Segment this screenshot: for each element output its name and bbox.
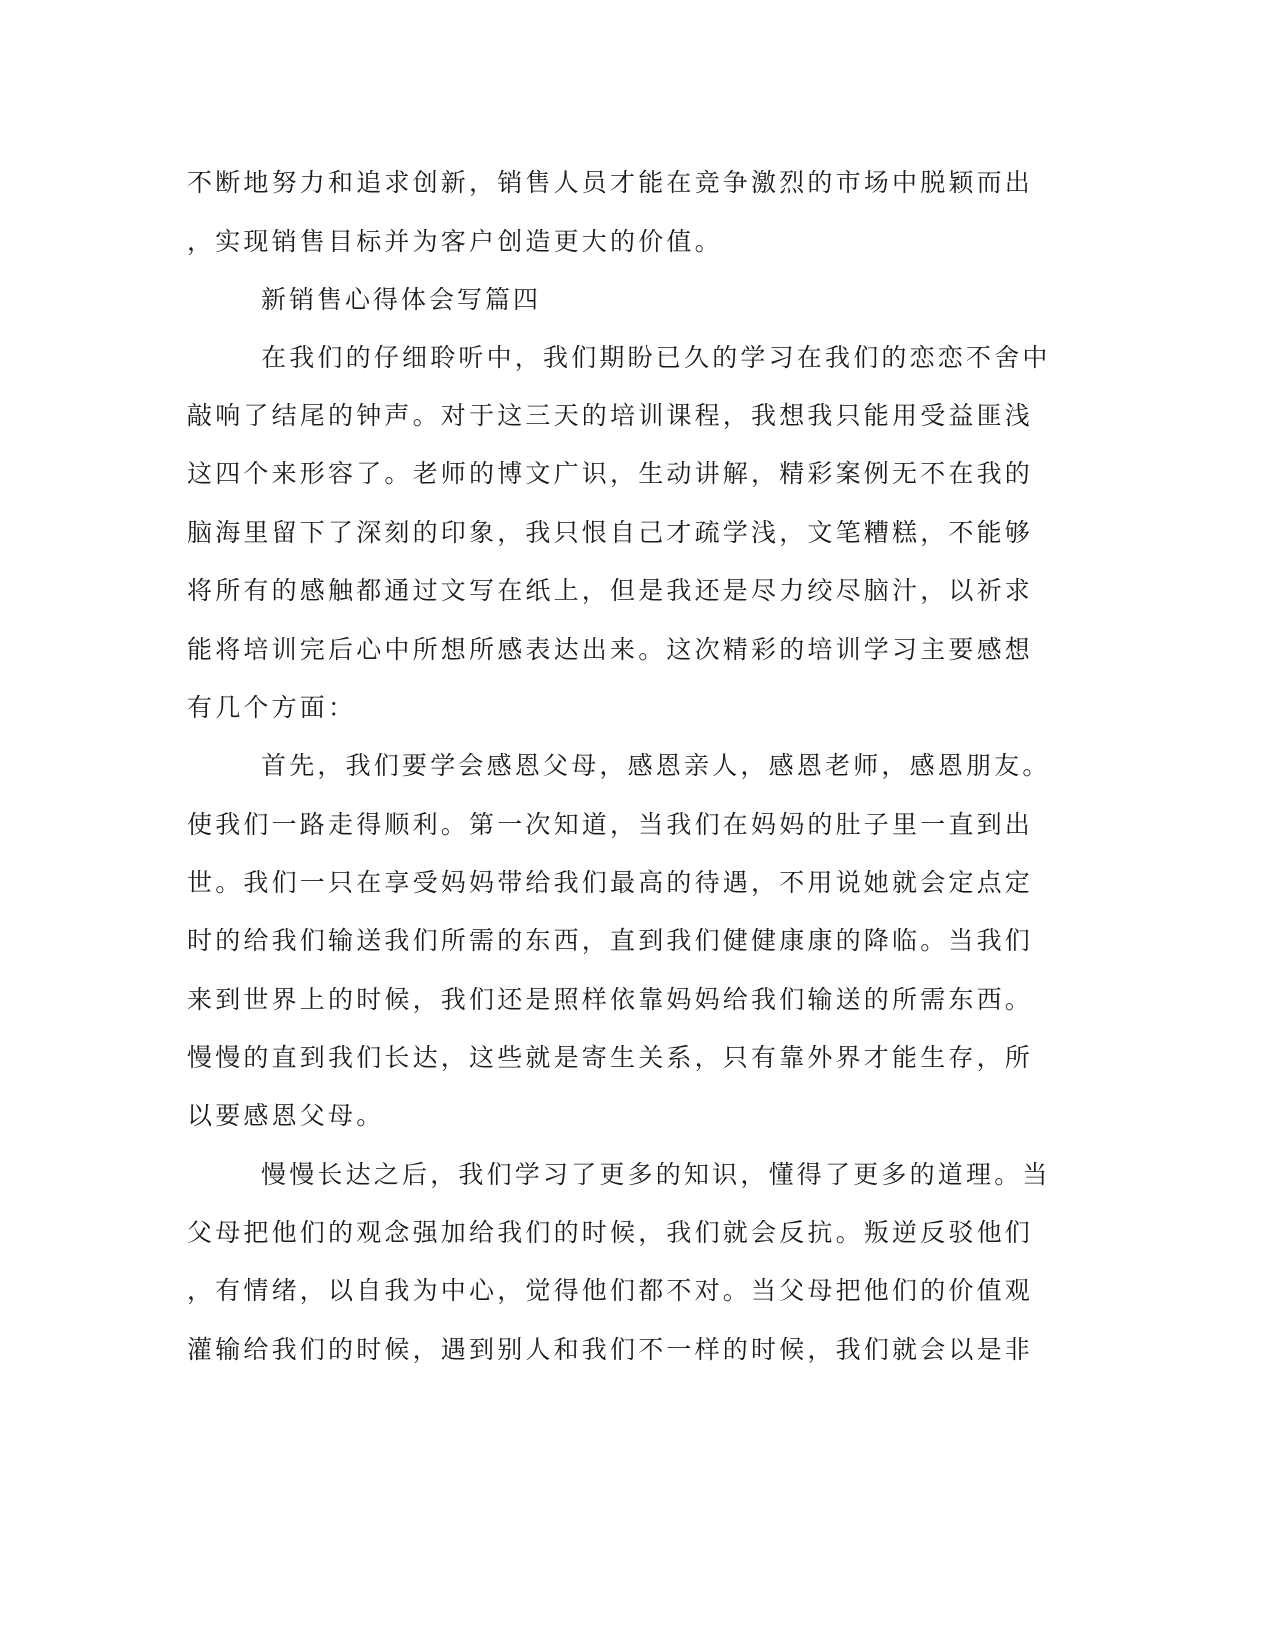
text-line: 世。我们一只在享受妈妈带给我们最高的待遇，不用说她就会定点定 (187, 868, 1034, 897)
text-line: ，有情绪，以自我为中心，觉得他们都不对。当父母把他们的价值观 (187, 1276, 1034, 1305)
section-heading: 新销售心得体会写篇四 (261, 285, 542, 314)
text-line: 来到世界上的时候，我们还是照样依靠妈妈给我们输送的所需东西。 (187, 985, 1034, 1014)
paragraph-first-line: 慢慢长达之后，我们学习了更多的知识，懂得了更多的道理。当 (261, 1160, 1051, 1189)
text-line: 脑海里留下了深刻的印象，我只恨自己才疏学浅，文笔糟糕，不能够 (187, 518, 1034, 547)
text-line: 父母把他们的观念强加给我们的时候，我们就会反抗。叛逆反驳他们 (187, 1218, 1034, 1247)
text-line: 有几个方面： (187, 693, 357, 722)
text-line: 以要感恩父母。 (187, 1101, 385, 1130)
text-line: 这四个来形容了。老师的博文广识，生动讲解，精彩案例无不在我的 (187, 459, 1034, 488)
text-line: ，实现销售目标并为客户创造更大的价值。 (187, 227, 723, 256)
text-line: 使我们一路走得顺利。第一次知道，当我们在妈妈的肚子里一直到出 (187, 810, 1034, 839)
text-line: 不断地努力和追求创新，销售人员才能在竞争激烈的市场中脱颖而出 (187, 168, 1034, 197)
text-line: 时的给我们输送我们所需的东西，直到我们健健康康的降临。当我们 (187, 926, 1034, 955)
paragraph-first-line: 在我们的仔细聆听中，我们期盼已久的学习在我们的恋恋不舍中 (261, 343, 1051, 372)
text-line: 将所有的感触都通过文写在纸上，但是我还是尽力绞尽脑汁，以祈求 (187, 576, 1034, 605)
text-line: 能将培训完后心中所想所感表达出来。这次精彩的培训学习主要感想 (187, 635, 1034, 664)
text-line: 敲响了结尾的钟声。对于这三天的培训课程，我想我只能用受益匪浅 (187, 401, 1034, 430)
text-line: 慢慢的直到我们长达，这些就是寄生关系，只有靠外界才能生存，所 (187, 1043, 1034, 1072)
text-line: 灌输给我们的时候，遇到别人和我们不一样的时候，我们就会以是非 (187, 1335, 1034, 1364)
paragraph-first-line: 首先，我们要学会感恩父母，感恩亲人，感恩老师，感恩朋友。 (261, 751, 1051, 780)
